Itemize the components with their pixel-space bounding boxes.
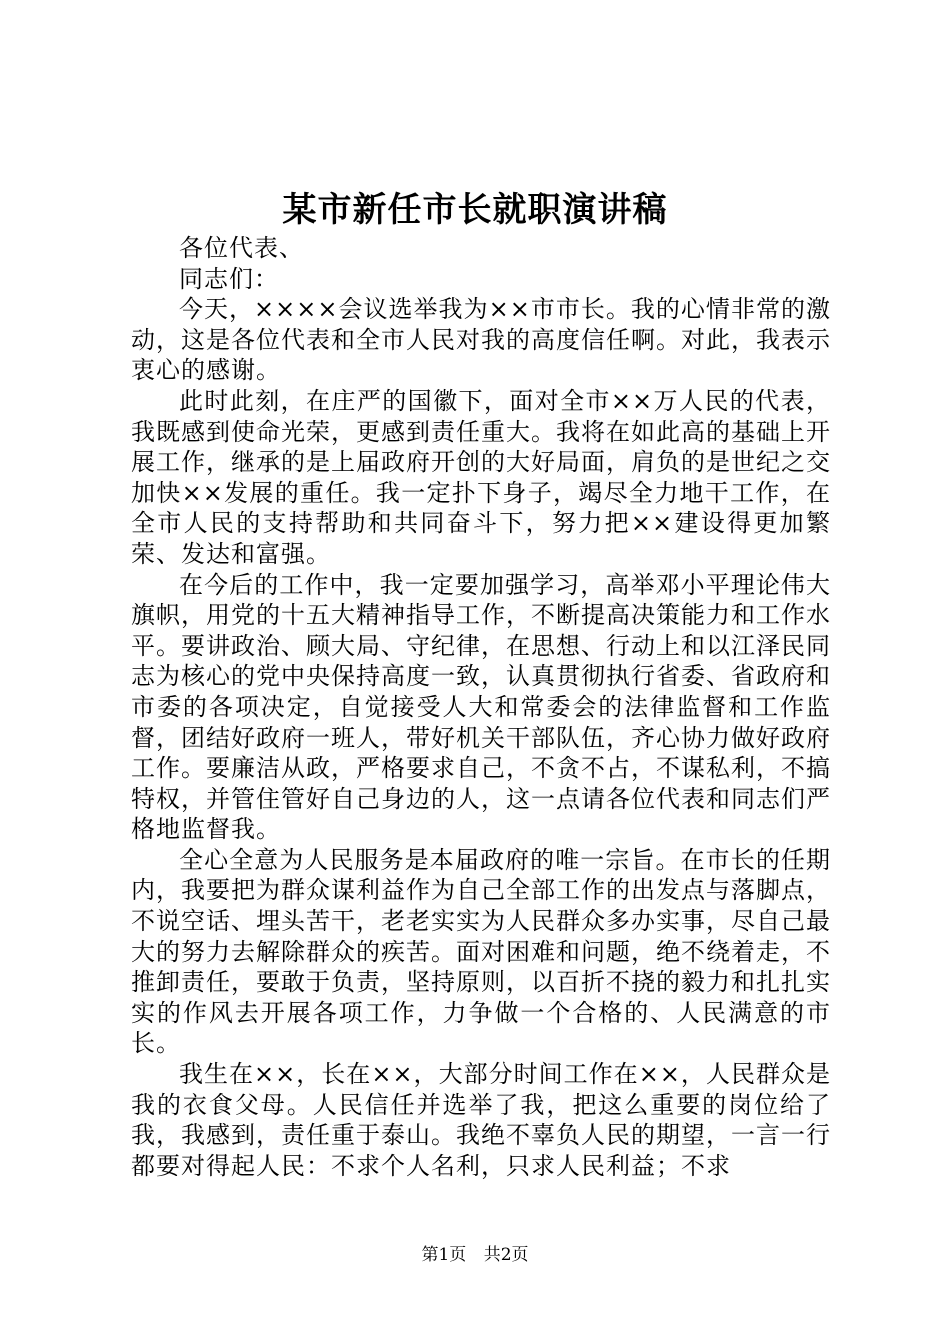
paragraph: 在今后的工作中，我一定要加强学习，高举邓小平理论伟大旗帜，用党的十五大精神指导工作，不断提高决策能力和工作水平。要讲政治、顾大局、守纪律，在思想、行动上和以江泽民同志为核心的党中央保持高度一致，认真贯彻执行省委、省政府和市委的各项决定，自觉接受人大和常委会的法律监督和工作监督，团结好政府一班人，带好机关干部队伍，齐心协力做好政府工作。要廉洁从政，严格要求自己，不贪不占，不谋私利，不搞特权，并管住管好自己身边的人，这一点请各位代表和同志们严格地监督我。 (131, 570, 831, 844)
paragraph: 全心全意为人民服务是本届政府的唯一宗旨。在市长的任期内，我要把为群众谋利益作为自己全部工作的出发点与落脚点，不说空话、埋头苦干，老老实实为人民群众多办实事，尽自己最大的努力去解除群众的疾苦。面对困难和问题，绝不绕着走，不推卸责任，要敢于负责，坚持原则，以百折不挠的毅力和扎扎实实的作风去开展各项工作，力争做一个合格的、人民满意的市长。 (131, 845, 831, 1058)
salutation-line: 各位代表、 (179, 234, 304, 262)
paragraph: 我生在××，长在××，大部分时间工作在××，人民群众是我的衣食父母。人民信任并选举了我，把这么重要的岗位给了我，我感到，责任重于泰山。我绝不辜负人民的期望，一言一行都要对得起人民：不求个人名利，只求人民利益；不求 (131, 1060, 831, 1180)
salutation-line: 同志们： (179, 264, 279, 293)
page-footer (0, 1243, 950, 1267)
page-number-total: 共2页 (483, 1245, 529, 1265)
document-title: 某市新任市长就职演讲稿 (282, 190, 668, 230)
paragraph: 今天，××××会议选举我为××市市长。我的心情非常的激动，这是各位代表和全市人民对我的高度信任啊。对此，我表示衷心的感谢。 (131, 295, 831, 385)
page-number-current: 第1页 (421, 1245, 467, 1265)
document-body (131, 233, 831, 1181)
paragraph: 此时此刻，在庄严的国徽下，面对全市××万人民的代表，我既感到使命光荣，更感到责任重大。我将在如此高的基础上开展工作，继承的是上届政府开创的大好局面，肩负的是世纪之交加快××发展的重任。我一定扑下身子，竭尽全力地干工作，在全市人民的支持帮助和共同奋斗下，努力把××建设得更加繁荣、发达和富强。 (131, 386, 831, 568)
